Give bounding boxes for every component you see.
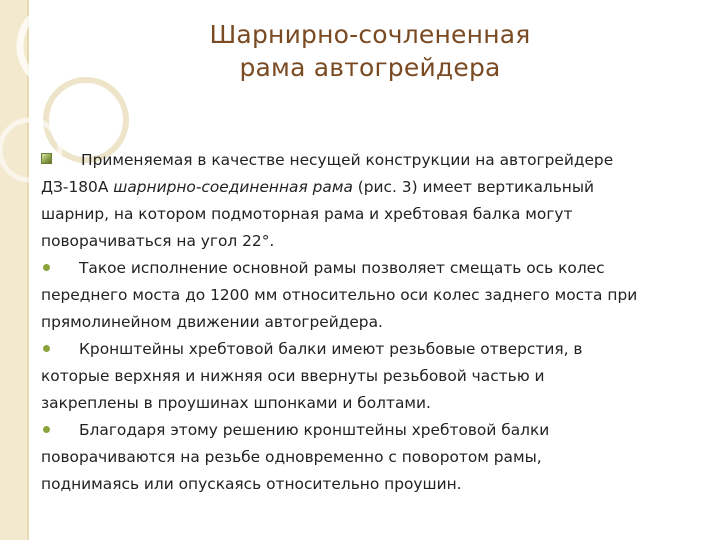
- text-line: [41, 174, 701, 201]
- text-segment: Благодаря этому решению кронштейны хребтовой балки: [79, 421, 550, 439]
- text-segment: (рис. 3) имеет вертикальный: [352, 178, 595, 196]
- bullet-paragraph: [41, 336, 701, 417]
- text-line: которые верхняя и нижняя оси ввернуты резьбовой частью и: [41, 367, 545, 385]
- bullet-paragraph: [41, 147, 701, 255]
- bullet-paragraph: [41, 255, 701, 336]
- bullet-paragraph: [41, 417, 701, 498]
- title-line-1: Шарнирно-сочлененная: [209, 20, 531, 49]
- text-line: [41, 147, 701, 174]
- text-line: поворачиваются на резьбе одновременно с поворотом рамы,: [41, 448, 542, 466]
- square-bullet-icon: [41, 153, 52, 164]
- text-line: переднего моста до 1200 мм относительно оси колес заднего моста при: [41, 286, 638, 304]
- round-bullet-icon: [43, 345, 50, 352]
- text-line: поднимаясь или опускаясь относительно проушин.: [41, 475, 462, 493]
- text-line: [41, 255, 701, 282]
- slide-body: [41, 147, 701, 498]
- text-segment: ДЗ-180А: [41, 178, 114, 196]
- text-line: прямолинейном движении автогрейдера.: [41, 313, 383, 331]
- text-line: закреплены в проушинах шпонками и болтами.: [41, 394, 431, 412]
- title-line-2: рама автогрейдера: [239, 53, 501, 82]
- round-bullet-icon: [43, 264, 50, 271]
- text-segment: Такое исполнение основной рамы позволяет смещать ось колес: [79, 259, 605, 277]
- slide-title: [150, 18, 590, 84]
- round-bullet-icon: [43, 426, 50, 433]
- text-line: поворачиваться на угол 22°.: [41, 232, 275, 250]
- emphasized-term: шарнирно-соединенная рама: [113, 178, 353, 196]
- text-segment: Применяемая в качестве несущей конструкции на автогрейдере: [81, 151, 614, 169]
- text-line: [41, 417, 701, 444]
- text-line: шарнир, на котором подмоторная рама и хребтовая балка могут: [41, 205, 573, 223]
- text-segment: Кронштейны хребтовой балки имеют резьбовые отверстия, в: [79, 340, 583, 358]
- text-line: [41, 336, 701, 363]
